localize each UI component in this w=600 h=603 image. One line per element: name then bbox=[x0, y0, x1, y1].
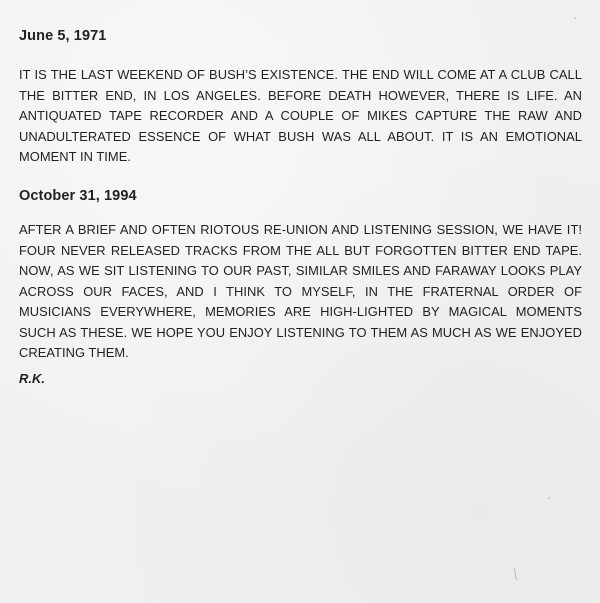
entry-date-1971: June 5, 1971 bbox=[19, 28, 107, 44]
entry-date-1994: October 31, 1994 bbox=[19, 188, 137, 204]
signature-initials: R.K. bbox=[19, 371, 45, 386]
dust-speck bbox=[548, 497, 550, 499]
hair-artifact-icon bbox=[513, 567, 519, 581]
dust-speck bbox=[574, 17, 576, 19]
entry-text-1994: AFTER A BRIEF AND OFTEN RIOTOUS RE-UNION AND LISTENING SESSION, WE HAVE IT! FOUR NEVER RELEASED TRACKS FROM THE ALL BUT FORGOTTEN BITTER END TAPE. NOW, AS WE SIT LISTENING TO OUR PAST, SIMILAR SMILES AND FARAWAY LOOKS PLAY ACROSS OUR FACES, AND I THINK TO MYSELF, IN THE FRATERNAL ORDER OF MUSICIANS EVERYWHERE, MEMORIES ARE HIGH-LIGHTED BY MAGICAL MOMENTS SUCH AS THESE. WE HOPE YOU ENJOY LISTENING TO THEM AS MUCH AS WE ENJOYED CREATING THEM. bbox=[19, 222, 582, 360]
entry-text-1971: IT IS THE LAST WEEKEND OF BUSH’S EXISTENCE. THE END WILL COME AT A CLUB CALL THE BITTER END, IN LOS ANGELES. BEFORE DEATH HOWEVER, THERE IS LIFE. AN ANTIQUATED TAPE RECORDER AND A COUPLE OF MIKES CAPTURE THE RAW AND UNADULTERATED ESSENCE OF WHAT BUSH WAS ALL ABOUT. IT IS AN EMOTIONAL MOMENT IN TIME. bbox=[19, 67, 582, 164]
